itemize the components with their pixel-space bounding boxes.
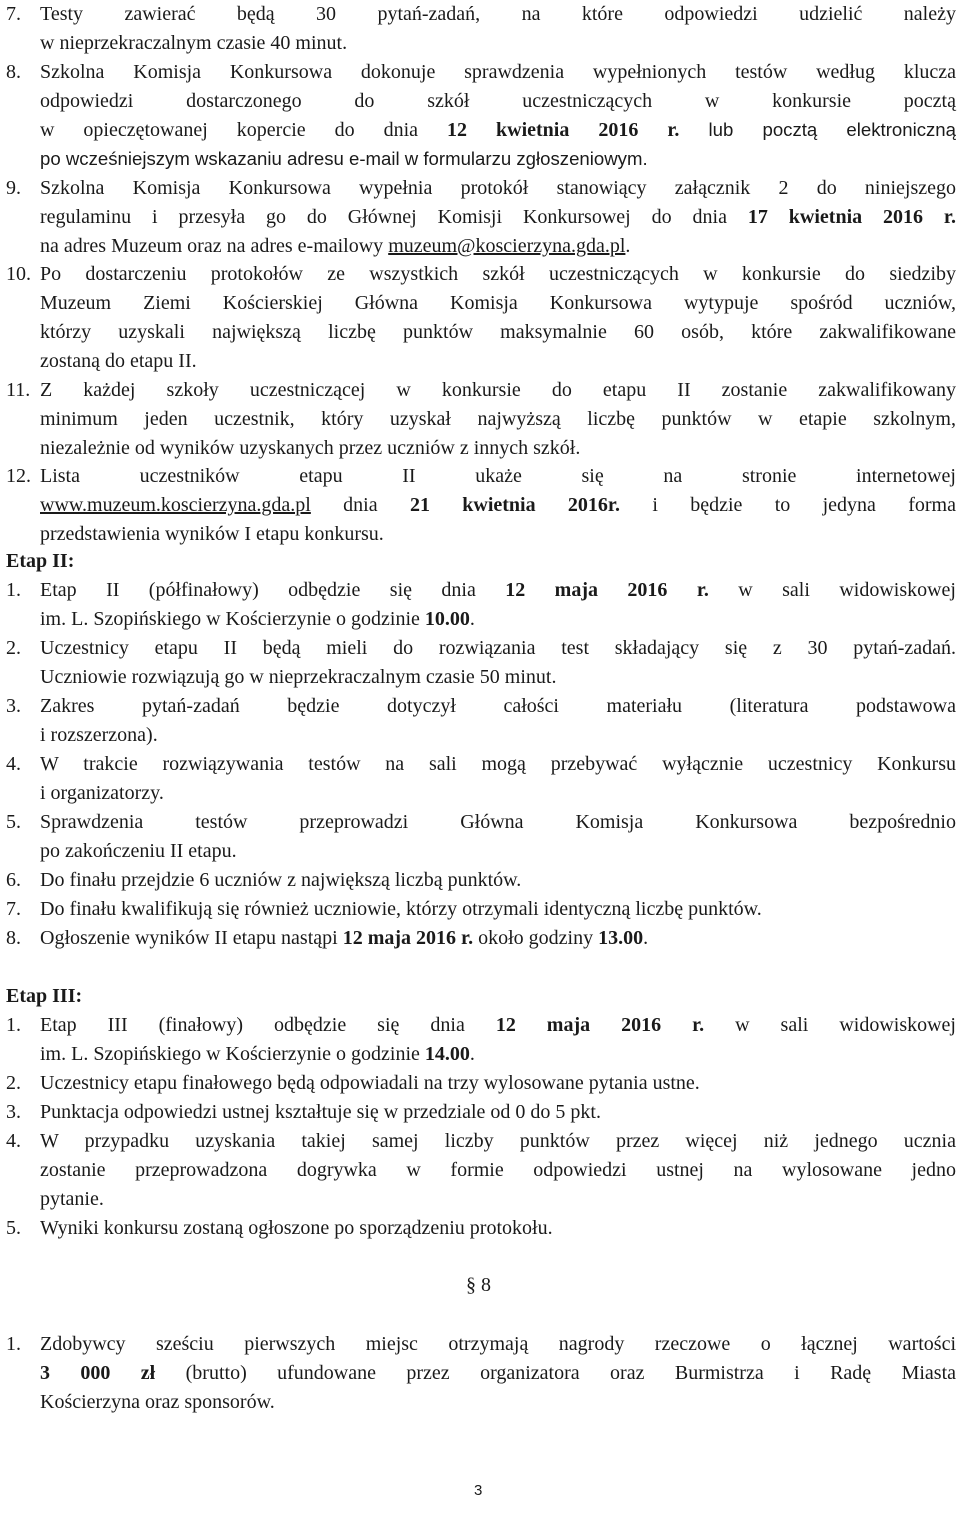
item-number: 2. [6,1072,21,1094]
etap-3-item-4 [6,1127,956,1214]
date-bold: 17 kwietnia 2016 r. [747,205,956,228]
item-number: 7. [6,898,21,920]
date-bold: 21 kwietnia 2016r. [409,493,620,516]
item-number: 8. [6,927,21,949]
page-number: 3 [474,1482,483,1499]
item-text-line: w nieprzekraczalnym czasie 40 minut. [40,31,348,54]
item-text-line: Szkolna Komisja Konkursowa wypełnia protokół stanowiący załącznik 2 do niniejszego [40,177,956,199]
item-text-line: minimum jeden uczestnik, który uzyskał najwyższą liczbę punktów w etapie szkolnym, [40,407,956,430]
etap-2-item-7 [6,895,956,924]
item-text-line: niezależnie od wyników uzyskanych przez uczniów z innych szkół. [40,436,581,459]
item-number: 7. [6,3,21,25]
item-text-line: 3 000 zł (brutto) ufundowane przez organizatora oraz Burmistrza i Radę Miasta [40,1361,957,1384]
item-text-line: odpowiedzi dostarczonego do szkół uczestniczących w konkursie pocztą [40,89,956,112]
item-text-line: Do finału przejdzie 6 uczniów z największą liczbą punktów. [40,869,522,891]
item-number: 1. [6,1014,21,1036]
etap-3-item-1 [6,1011,956,1069]
etap-3-item-3 [6,1098,956,1127]
item-text-line: Muzeum Ziemi Kościerskiej Główna Komisja Konkursowa wytypuje spośród uczniów, [40,291,956,314]
date-bold: 12 maja 2016 r. [495,1014,705,1036]
date-bold: 12 kwietnia 2016 r. [447,118,680,141]
item-text-line: im. L. Szopińskiego w Kościerzynie o godzinie 14.00. [40,1042,475,1065]
time-bold: 10.00 [424,607,470,630]
rule-item-11 [6,376,956,463]
item-text-line: i rozszerzona). [40,723,158,746]
etap-2-item-6 [6,866,956,895]
item-number: 8. [6,61,21,83]
item-text-line: Zakres pytań-zadań będzie dotyczył całości materiału (literatura podstawowa [40,695,956,717]
rule-item-9 [6,174,956,261]
item-number: 4. [6,753,21,775]
item-text-line: Uczestnicy etapu II będą mieli do rozwiązania test składający się z 30 pytań-zadań. [40,637,956,659]
item-text-line: Do finału kwalifikują się również uczniowie, którzy otrzymali identyczną liczbę punktów. [40,898,762,920]
item-text-line: zostanie przeprowadzona dogrywka w formie odpowiedzi ustnej na wylosowane jedno [40,1158,956,1181]
item-number: 5. [6,1217,21,1239]
item-text-line: Po dostarczeniu protokołów ze wszystkich szkół uczestniczących w konkursie do siedziby [40,263,956,285]
item-text-line: Z każdej szkoły uczestniczącej w konkursie do etapu II zostanie zakwalifikowany [40,379,956,401]
item-number: 11. [6,379,31,401]
amount-bold: 3 000 zł [40,1361,156,1384]
item-text-line: Lista uczestników etapu II ukaże się na stronie internetowej [40,465,956,487]
item-number: 9. [6,177,21,199]
item-text-line: Etap III (finałowy) odbędzie się dnia 12 maja 2016 r. w sali widowiskowej [40,1014,956,1036]
item-number: 5. [6,811,21,833]
item-text-line: po wcześniejszym wskazaniu adresu e-mail w formularzu zgłoszeniowym. [40,147,648,169]
etap-2-item-3 [6,692,956,750]
item-text-line: Sprawdzenia testów przeprowadzi Główna Komisja Konkursowa bezpośrednio [40,811,956,833]
email-link[interactable]: muzeum@koscierzyna.gda.pl [388,234,626,257]
item-text-line: w opieczętowanej kopercie do dnia 12 kwietnia 2016 r. lub pocztą elektroniczną [40,118,956,141]
item-text-line: W przypadku uzyskania takiej samej liczby punktów przez więcej niż jednego ucznia [40,1130,956,1152]
etap-2-heading: Etap II: [6,550,75,572]
item-text-line: którzy uzyskali największą liczbę punktów maksymalnie 60 osób, które zakwalifikowane [40,320,956,343]
item-text-line: W trakcie rozwiązywania testów na sali mogą przebywać wyłącznie uczestnicy Konkursu [40,753,956,775]
etap-3-heading: Etap III: [6,985,83,1007]
item-text-line: i organizatorzy. [40,781,164,804]
etap-2-item-5 [6,808,956,866]
item-text-line: Kościerzyna oraz sponsorów. [40,1390,275,1413]
time-bold: 14.00 [424,1042,470,1065]
item-text-line: Testy zawierać będą 30 pytań-zadań, na które odpowiedzi udzielić należy [40,3,956,25]
item-text-line: Ogłoszenie wyników II etapu nastąpi 12 maja 2016 r. około godziny 13.00. [40,927,649,949]
item-text-line: Wyniki konkursu zostaną ogłoszone po sporządzeniu protokołu. [40,1217,553,1239]
etap-2-item-1 [6,576,956,634]
item-number: 10. [6,263,31,285]
rule-item-7 [6,0,956,58]
date-bold: 12 maja 2016 r. [342,927,474,949]
item-number: 1. [6,1333,21,1355]
item-number: 1. [6,579,21,601]
item-text-line: Etap II (półfinałowy) odbędzie się dnia 12 maja 2016 r. w sali widowiskowej [40,579,956,601]
item-text-line: zostaną do etapu II. [40,349,197,372]
time-bold: 13.00 [598,927,644,949]
item-text-line: Uczniowie rozwiązują go w nieprzekraczalnym czasie 50 minut. [40,665,557,688]
item-text-line: Uczestnicy etapu finałowego będą odpowiadali na trzy wylosowane pytania ustne. [40,1072,700,1094]
rule-item-8 [6,58,956,174]
etap-2-item-8 [6,924,956,953]
item-number: 12. [6,465,31,487]
item-number: 3. [6,695,21,717]
website-link[interactable]: www.muzeum.koscierzyna.gda.pl [40,493,311,516]
item-text-line: Szkolna Komisja Konkursowa dokonuje sprawdzenia wypełnionych testów według klucza [40,61,956,83]
item-number: 3. [6,1101,21,1123]
etap-3-item-2 [6,1069,956,1098]
item-number: 6. [6,869,21,891]
etap-3-item-5 [6,1214,956,1243]
etap-2-item-2 [6,634,956,692]
item-text-line: pytanie. [40,1187,104,1210]
section-mark: § 8 [466,1274,491,1296]
item-text-line: im. L. Szopińskiego w Kościerzynie o godzinie 10.00. [40,607,475,630]
item-number: 2. [6,637,21,659]
item-text-line: Zdobywcy sześciu pierwszych miejsc otrzymają nagrody rzeczowe o łącznej wartości [40,1333,956,1355]
item-text-line: przedstawienia wyników I etapu konkursu. [40,522,384,545]
item-text-line: www.muzeum.koscierzyna.gda.pl dnia 21 kwietnia 2016r. i będzie to jedyna forma [40,493,956,516]
item-text-line: po zakończeniu II etapu. [40,839,237,862]
prize-item-1 [6,1330,956,1417]
rule-item-12 [6,462,956,549]
item-number: 4. [6,1130,21,1152]
item-text-line: Punktacja odpowiedzi ustnej kształtuje się w przedziale od 0 do 5 pkt. [40,1101,601,1123]
date-bold: 12 maja 2016 r. [505,579,709,601]
rule-item-10 [6,260,956,376]
item-text-line: regulaminu i przesyła go do Głównej Komisji Konkursowej do dnia 17 kwietnia 2016 r. [40,205,956,228]
item-text-line: na adres Muzeum oraz na adres e-mailowy muzeum@koscierzyna.gda.pl. [40,234,631,257]
etap-2-item-4 [6,750,956,808]
